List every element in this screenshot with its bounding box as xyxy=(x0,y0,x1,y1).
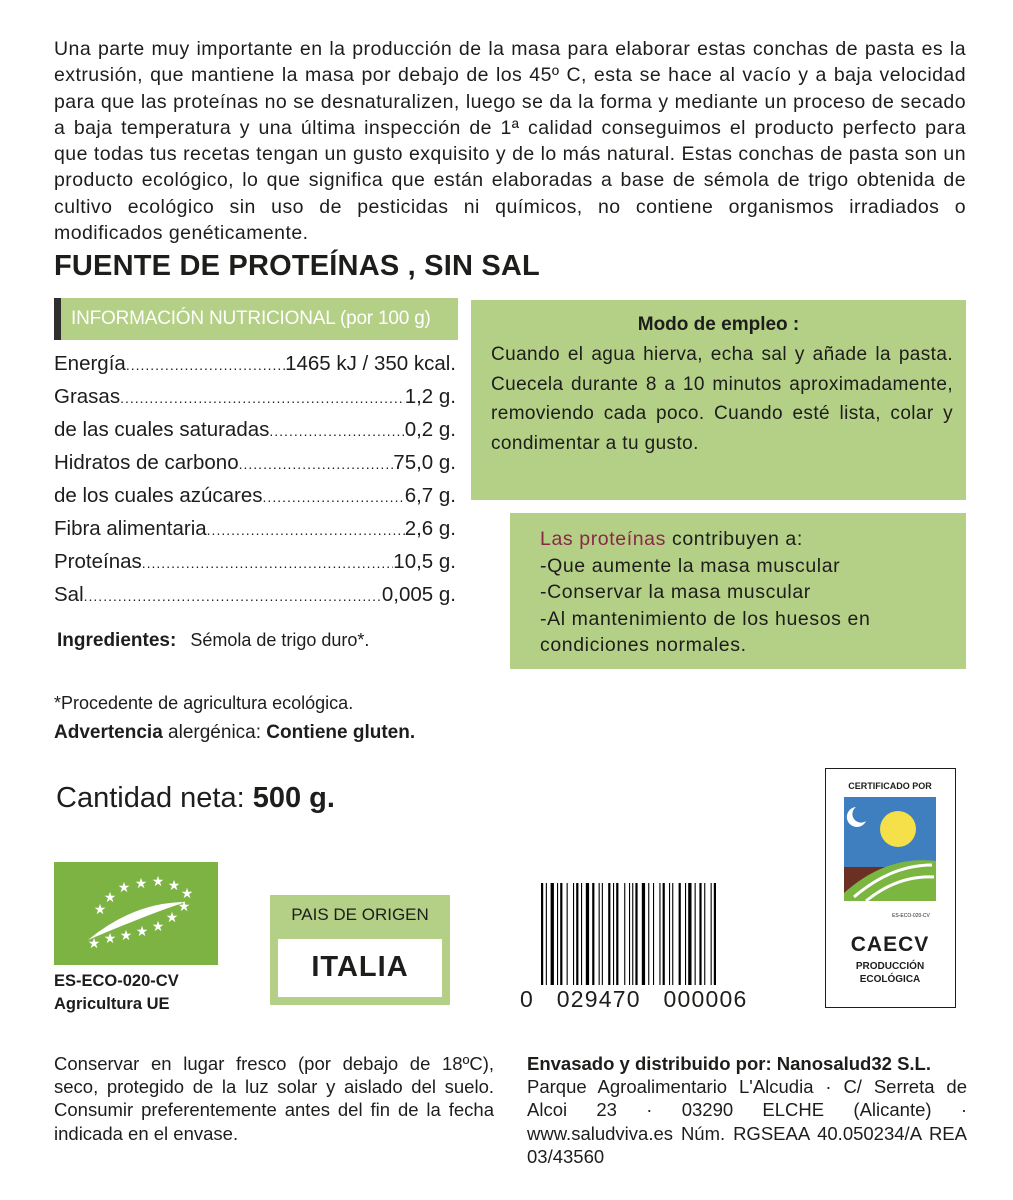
caecv-sub2: ECOLÓGICA xyxy=(859,974,921,985)
ingredients-value: Sémola de trigo duro*. xyxy=(190,630,370,650)
distributor-address: Parque Agroalimentario L'Alcudia · C/ Serreta de Alcoi 23 · 03290 ELCHE (Alicante) · www.saludviva.es Núm. RGSEAA 40.050234/A REA 03/43560 xyxy=(527,1076,967,1167)
nutrient-label: Proteínas xyxy=(54,550,142,573)
nutrient-value: 75,0 g. xyxy=(393,451,456,474)
svg-text:★: ★ xyxy=(93,902,107,918)
nutrition-row xyxy=(54,352,456,380)
allergen-warning xyxy=(54,722,415,744)
svg-text:★: ★ xyxy=(151,874,165,890)
leader-dots xyxy=(120,390,405,406)
distributor-info xyxy=(527,1052,967,1168)
net-quantity xyxy=(56,782,335,815)
nutrient-value: 6,7 g. xyxy=(404,484,456,507)
eu-origin: Agricultura UE xyxy=(54,995,170,1013)
nutrition-header xyxy=(54,298,458,340)
svg-text:★: ★ xyxy=(119,928,133,944)
nutrition-row xyxy=(54,517,456,545)
caecv-code-text: ES-ECO-020-CV xyxy=(892,913,930,919)
nutrient-value: 10,5 g. xyxy=(393,550,456,573)
origin-country-panel xyxy=(270,895,450,1005)
protein-highlight: Las proteínas xyxy=(540,528,666,550)
nutrient-label: Hidratos de carbono xyxy=(54,451,239,474)
barcode-icon xyxy=(541,883,767,985)
protein-intro xyxy=(540,526,960,553)
warning-allergen: Contiene gluten. xyxy=(266,722,416,743)
nutrition-header-label: INFORMACIÓN NUTRICIONAL (por 100 g) xyxy=(71,308,431,329)
nutrition-row xyxy=(54,451,456,479)
ingredients xyxy=(57,630,369,652)
protein-claim: -Al mantenimiento de los huesos en condiciones normales. xyxy=(540,607,871,656)
svg-text:★: ★ xyxy=(180,886,194,902)
nutrient-value: 1,2 g. xyxy=(404,385,456,408)
nutrition-row xyxy=(54,583,456,611)
protein-claims xyxy=(540,526,960,659)
svg-text:★: ★ xyxy=(167,878,181,894)
svg-text:★: ★ xyxy=(151,919,165,935)
origin-value: ITALIA xyxy=(311,951,409,983)
caecv-top-text: CERTIFICADO POR xyxy=(848,781,932,791)
intro-paragraph: Una parte muy importante en la producción de la masa para elaborar estas conchas de pasta es la extrusión, que mantiene la masa por debajo de los 45º C, esta se hace al vacío y a baja velocidad para que las proteínas no se desnaturalizen, luego se da la forma y mediante un proceso de secado a baja temperatura y una última inspección de 1ª calidad conseguimos el producto perfecto para que todas tus recetas tengan un gusto exquisito y de lo más natural. Estas conchas de pasta son un producto ecológico, lo que significa que están elaboradas a base de sémola de trigo obtenida de cultivo ecológico sin uso de pesticidas ni químicos, no contiene organismos irradiados o modificados genéticamente. xyxy=(54,38,966,245)
caecv-sub1: PRODUCCIÓN xyxy=(855,961,925,972)
eu-code: ES-ECO-020-CV xyxy=(54,972,179,990)
nutrient-label: de los cuales azúcares xyxy=(54,484,263,507)
nutrient-value: 1465 kJ / 350 kcal. xyxy=(285,352,456,375)
svg-text:★: ★ xyxy=(165,910,179,926)
usage-text: Cuando el agua hierva, echa sal y añade la pasta. Cuecela durante 8 a 10 minutos aproximadamente, removiendo cada poco. Cuando esté lista, colar y condimentar a tu gusto. xyxy=(491,344,953,454)
nutrition-row xyxy=(54,385,456,413)
nutrient-label: de las cuales saturadas xyxy=(54,418,270,441)
eu-organic-code xyxy=(54,970,179,1016)
nutrient-value: 0,005 g. xyxy=(381,583,456,606)
origin-value-box xyxy=(278,939,442,997)
nutrition-row xyxy=(54,550,456,578)
net-quantity-value: 500 g. xyxy=(252,782,335,814)
protein-claim: -Que aumente la masa muscular xyxy=(540,554,841,577)
headline: FUENTE DE PROTEÍNAS , SIN SAL xyxy=(54,250,540,282)
nutrient-value: 0,2 g. xyxy=(404,418,456,441)
usage-panel xyxy=(471,300,966,500)
net-quantity-label: Cantidad neta: xyxy=(56,782,253,814)
protein-claims-panel xyxy=(510,513,966,669)
eu-leaf-stars-icon xyxy=(54,862,218,965)
nutrient-label: Fibra alimentaria xyxy=(54,517,207,540)
leader-dots xyxy=(269,423,404,439)
eu-organic-leaf-logo xyxy=(54,862,218,965)
nutrition-row xyxy=(54,418,456,446)
protein-claim: -Conservar la masa muscular xyxy=(540,581,811,603)
svg-text:★: ★ xyxy=(117,880,131,896)
usage-title: Modo de empleo : xyxy=(637,314,800,335)
nutrient-label: Grasas xyxy=(54,385,121,408)
svg-text:★: ★ xyxy=(135,924,149,940)
distributor-name: Envasado y distribuido por: Nanosalud32 S.L. xyxy=(527,1053,931,1074)
caecv-name: CAECV xyxy=(850,933,930,956)
leader-dots xyxy=(263,489,405,505)
caecv-emblem-icon xyxy=(826,769,954,1006)
leader-dots xyxy=(84,588,382,604)
origin-label: PAIS DE ORIGEN xyxy=(291,905,429,924)
caecv-certification-logo xyxy=(825,768,956,1008)
svg-text:★: ★ xyxy=(103,890,117,906)
nutrient-label: Sal xyxy=(54,583,84,606)
leader-dots xyxy=(207,522,405,538)
protein-intro-text: contribuyen a: xyxy=(665,528,803,550)
warning-text: alergénica: xyxy=(162,722,267,743)
nutrient-value: 2,6 g. xyxy=(404,517,456,540)
warning-bold: Advertencia xyxy=(54,722,163,743)
svg-text:★: ★ xyxy=(177,899,191,915)
leader-dots xyxy=(239,456,394,472)
nutrition-row xyxy=(54,484,456,512)
svg-text:★: ★ xyxy=(87,936,101,952)
leader-dots xyxy=(126,357,285,373)
ingredients-label: Ingredientes: xyxy=(57,630,177,651)
svg-text:★: ★ xyxy=(103,931,117,947)
nutrient-label: Energía xyxy=(54,352,126,375)
barcode-number: 0 029470 000006 xyxy=(520,986,748,1012)
leader-dots xyxy=(142,555,394,571)
storage-instructions: Conservar en lugar fresco (por debajo de 18ºC), seco, protegido de la luz solar y aislado del suelo. Consumir preferentemente antes del fin de la fecha indicada en el envase. xyxy=(54,1053,494,1144)
organic-footnote: *Procedente de agricultura ecológica. xyxy=(54,693,354,713)
svg-text:★: ★ xyxy=(134,876,148,892)
